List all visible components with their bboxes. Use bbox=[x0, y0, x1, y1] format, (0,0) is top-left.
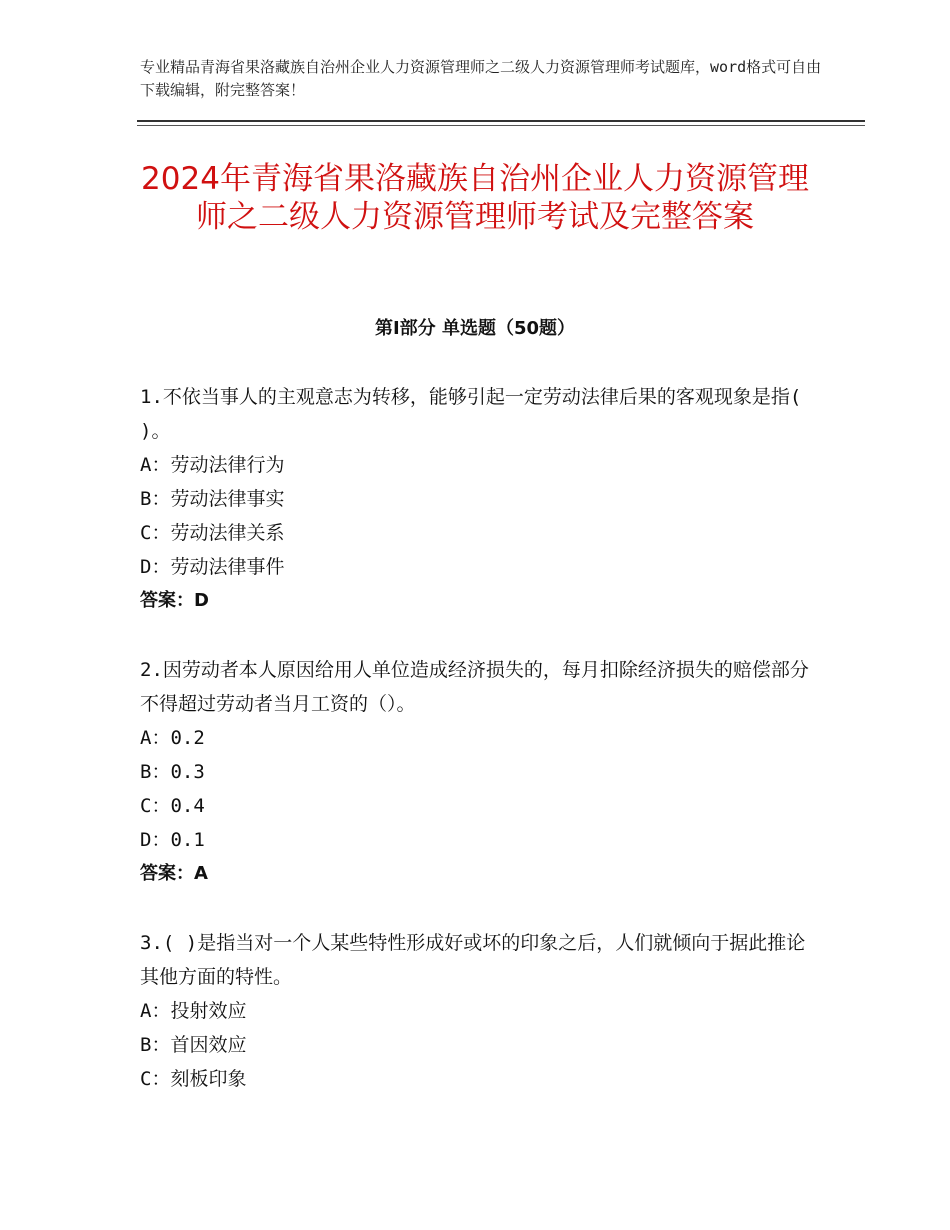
option-b: B：劳动法律事实 bbox=[140, 488, 285, 510]
header-rule-thin bbox=[137, 125, 865, 126]
option-a: A：0.2 bbox=[140, 727, 205, 749]
option-d: D：0.1 bbox=[140, 829, 205, 851]
option-d: D：劳动法律事件 bbox=[140, 556, 285, 578]
option-b: B：首因效应 bbox=[140, 1034, 247, 1056]
question-stem: 1.不依当事人的主观意志为转移，能够引起一定劳动法律后果的客观现象是指( )。 bbox=[140, 386, 802, 442]
document-title: 2024年青海省果洛藏族自治州企业人力资源管理师之二级人力资源管理师考试及完整答案 bbox=[141, 161, 809, 235]
option-c: C：0.4 bbox=[140, 795, 205, 817]
option-a: A：投射效应 bbox=[140, 1000, 247, 1022]
header-note: 专业精品青海省果洛藏族自治州企业人力资源管理师之二级人力资源管理师考试题库，word格式可自由下载编辑，附完整答案！ bbox=[140, 58, 822, 99]
header-rule-thick bbox=[137, 120, 865, 122]
option-c: C：刻板印象 bbox=[140, 1068, 247, 1090]
answer: 答案：D bbox=[140, 590, 209, 611]
answer: 答案：A bbox=[140, 863, 208, 884]
option-b: B：0.3 bbox=[140, 761, 205, 783]
question-2 bbox=[140, 653, 820, 891]
question-3 bbox=[140, 926, 820, 1096]
option-c: C：劳动法律关系 bbox=[140, 522, 285, 544]
section-heading: 第Ⅰ部分 单选题（50题） bbox=[374, 318, 575, 339]
question-1 bbox=[140, 380, 820, 618]
question-stem: 3.( )是指当对一个人某些特性形成好或坏的印象之后，人们就倾向于据此推论其他方面的特性。 bbox=[140, 932, 806, 988]
option-a: A：劳动法律行为 bbox=[140, 454, 285, 476]
question-stem: 2.因劳动者本人原因给用人单位造成经济损失的，每月扣除经济损失的赔偿部分不得超过劳动者当月工资的（）。 bbox=[140, 659, 809, 715]
